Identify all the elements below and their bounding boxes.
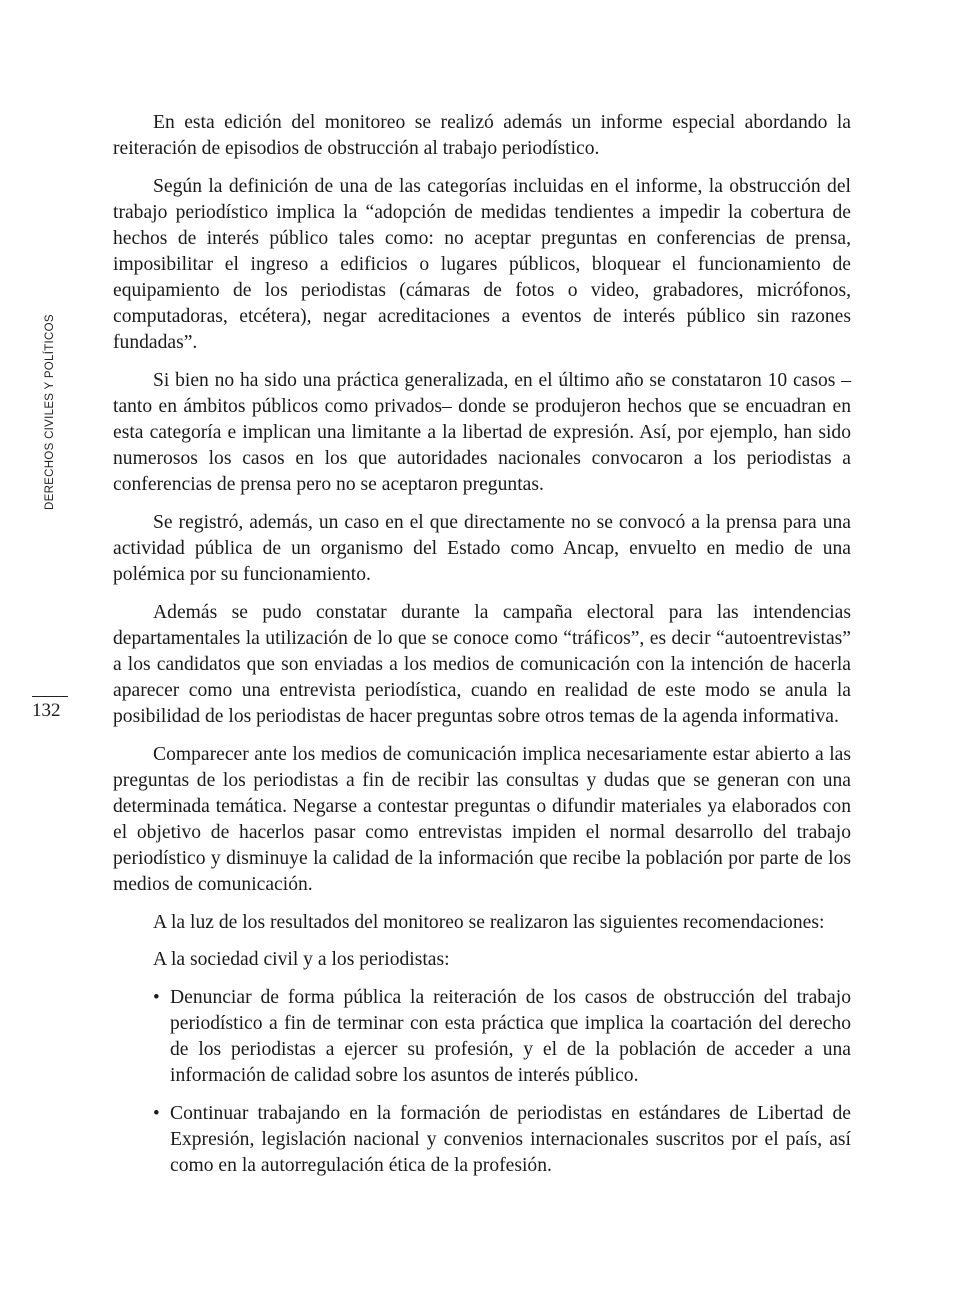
- paragraph-informe-especial: En esta edición del monitoreo se realizó además un informe especial abordando la reiteración de episodios de obstrucción al trabajo periodístico.: [113, 112, 851, 160]
- list-item: [153, 985, 851, 1089]
- paragraph-caso-ancap: Se registró, además, un caso en el que directamente no se convocó a la prensa para una actividad pública de un organismo del Estado como Ancap, envuelto en medio de una polémica por su funcionamiento.: [113, 511, 851, 585]
- paragraph-recomendaciones-intro: A la luz de los resultados del monitoreo se realizaron las siguientes recomendaciones:: [153, 911, 825, 933]
- paragraph-sociedad-civil: A la sociedad civil y a los periodistas:: [153, 949, 450, 971]
- list-item-text: Continuar trabajando en la formación de periodistas en estándares de Libertad de Expresión, legislación nacional y convenios internacionales suscritos por el país, así como en la autorregulación ética de la profesión.: [170, 1102, 851, 1176]
- list-item-text: Denunciar de forma pública la reiteración de los casos de obstrucción del trabajo periodístico a fin de terminar con esta práctica que implica la coartación del derecho de los periodistas a ejercer su profesión, y el de la población de acceder a una información de calidad sobre los asuntos de interés público.: [170, 986, 851, 1087]
- list-item: [153, 1101, 851, 1179]
- recommendation-list: [113, 985, 851, 1179]
- paragraph-casos-constatados: Si bien no ha sido una práctica generalizada, en el último año se constataron 10 casos –tanto en ámbitos públicos como privados– donde se produjeron hechos que se encuadran en esta categoría e implican una limitante a la libertad de expresión. Así, por ejemplo, han sido numerosos los casos en los que autoridades nacionales convocaron a los periodistas a conferencias de prensa pero no se aceptaron preguntas.: [113, 369, 851, 496]
- paragraph-comparecer-medios: Comparecer ante los medios de comunicación implica necesariamente estar abierto a las preguntas de los periodistas a fin de recibir las consultas y dudas que se generan con una determinada temática. Negarse a contestar preguntas o difundir materiales ya elaborados con el objetivo de hacerlos pasar como entrevistas impiden el normal desarrollo del trabajo periodístico y disminuye la calidad de la información que recibe la población por parte de los medios de comunicación.: [113, 743, 851, 896]
- bullet-icon: •: [153, 986, 160, 1008]
- paragraph-definicion-obstruccion: Según la definición de una de las categorías incluidas en el informe, la obstrucción del trabajo periodístico implica la “adopción de medidas tendientes a impedir la cobertura de hechos de interés público tales como: no aceptar preguntas en conferencias de prensa, imposibilitar el ingreso a edificios o lugares públicos, bloquear el funcionamiento de equipamiento de los periodistas (cámaras de fotos o video, grabadores, micrófonos, computadoras, etcétera), negar acreditaciones a eventos de interés público sin razones fundadas”.: [113, 175, 851, 354]
- page-number-rule: [32, 696, 68, 697]
- body-text: [113, 110, 851, 1190]
- running-section-label: DERECHOS CIVILES Y POLÍTICOS: [44, 314, 56, 510]
- page-number: 132: [32, 700, 61, 721]
- paragraph-traficos: Además se pudo constatar durante la campaña electoral para las intendencias departamentales la utilización de lo que se conoce como “tráficos”, es decir “autoentrevistas” a los candidatos que son enviadas a los medios de comunicación con la intención de hacerla aparecer como una entrevista periodística, cuando en realidad de este modo se anula la posibilidad de los periodistas de hacer preguntas sobre otros temas de la agenda informativa.: [113, 601, 851, 727]
- bullet-icon: •: [153, 1102, 160, 1124]
